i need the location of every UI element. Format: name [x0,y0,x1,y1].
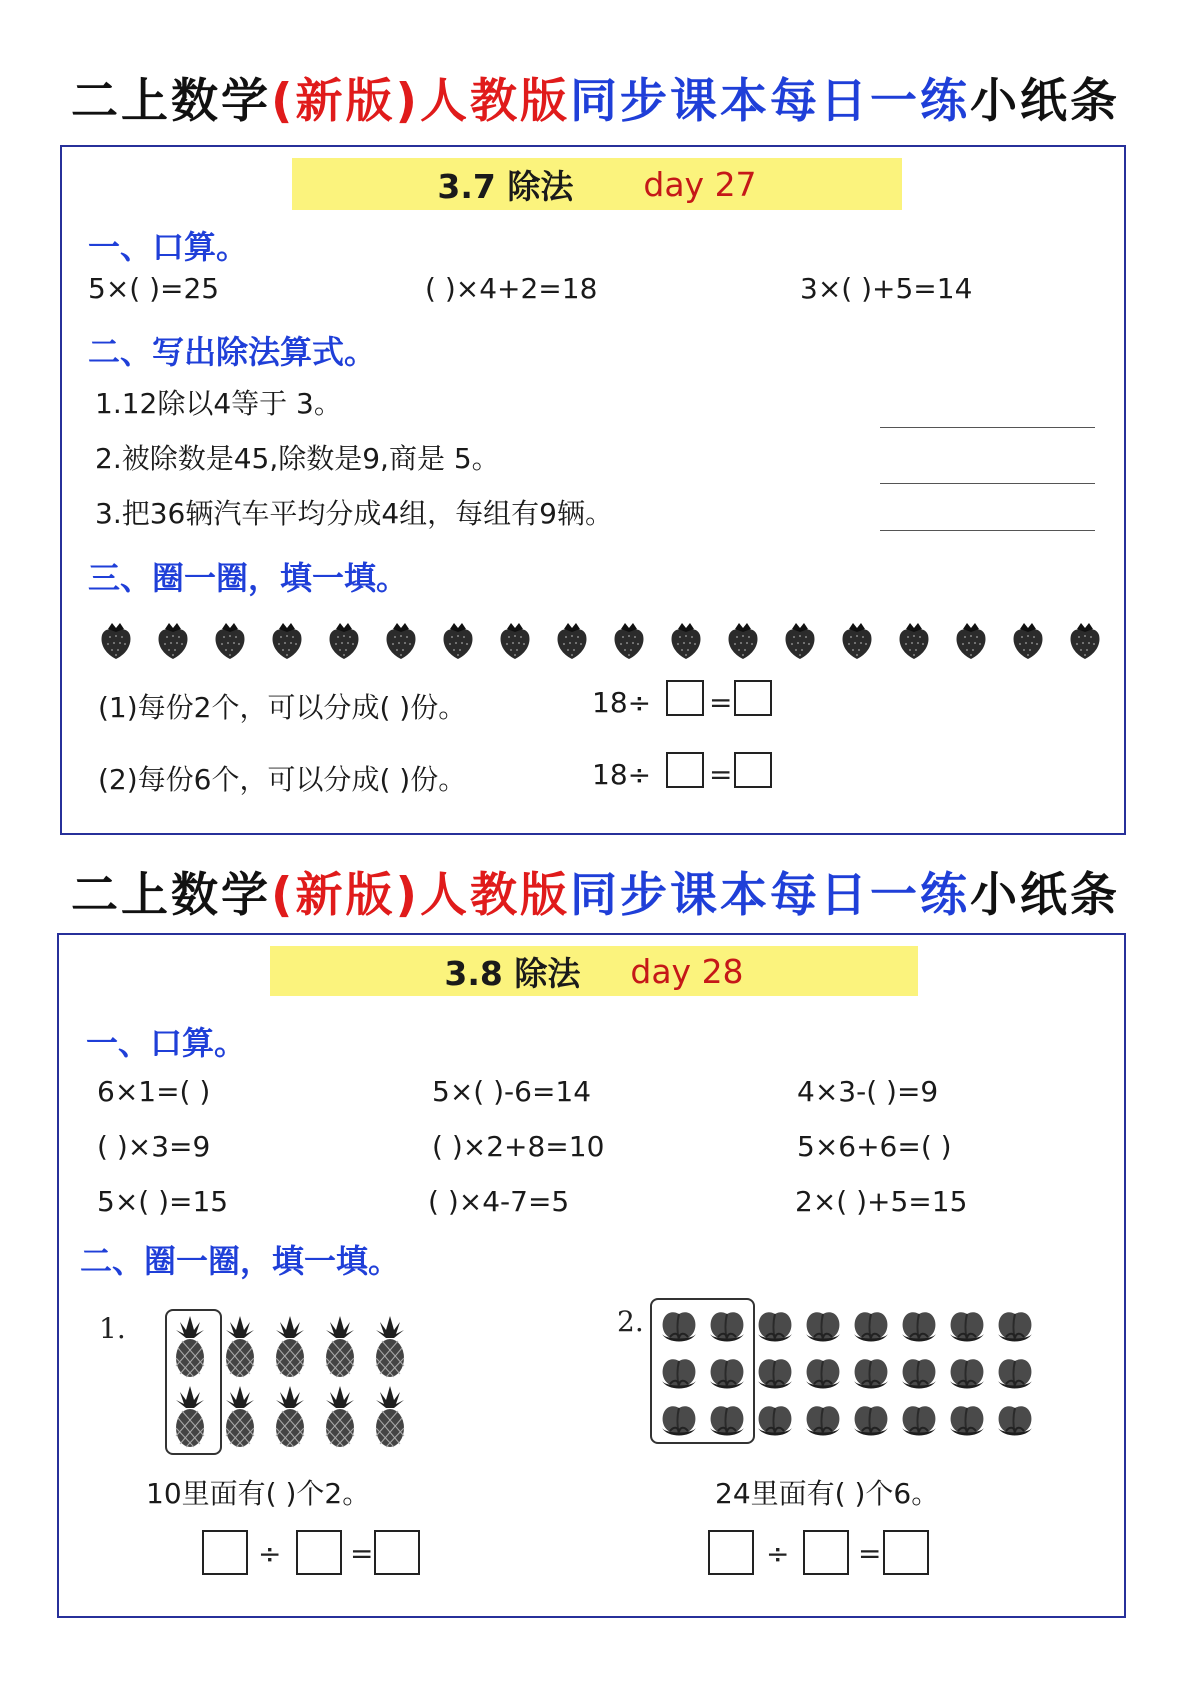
peach-icon [802,1398,850,1445]
lesson-title: 3.7 除法 [437,166,574,206]
strawberry-icon [383,621,419,661]
pineapple-icon [320,1314,370,1384]
peach-icon [658,1351,706,1398]
divide-sign: ÷ [766,1537,790,1570]
oral-problem-r1c3: 4×3-( )=9 [797,1075,939,1108]
peach-icon [850,1398,898,1445]
strawberry-icon [440,621,476,661]
peach-icon [946,1304,994,1351]
peach-icon [850,1304,898,1351]
pineapple-grid [170,1314,420,1454]
answer-box-quotient-2[interactable] [734,752,772,788]
peach-icon [754,1304,802,1351]
peach-icon [850,1351,898,1398]
pineapple-icon [270,1384,320,1454]
strawberry-icon [953,621,989,661]
division-expr-1: 18÷ [592,686,652,719]
peach-icon [802,1304,850,1351]
section-title-oral: 一、口算。 [88,228,249,266]
pineapple-icon [270,1314,320,1384]
answer-box-divisor-2[interactable] [666,752,704,788]
page-header-1 [0,64,1191,131]
answer-box-quotient-1[interactable] [374,1530,420,1575]
pineapple-icon [370,1384,420,1454]
peach-icon [754,1351,802,1398]
answer-box-quotient-1[interactable] [734,680,772,716]
peach-icon [994,1304,1042,1351]
header-part-edition: (新版)人教版 [271,74,570,129]
peach-icon [946,1351,994,1398]
strawberry-icon [212,621,248,661]
header-part-practice: 同步课本每日一练 [569,74,970,129]
equals-sign: = [709,686,733,719]
problem-2-question: 24里面有( )个6。 [715,1477,940,1510]
oral-problem-r2c3: 5×6+6=( ) [797,1130,952,1163]
strawberry-icon [326,621,362,661]
peach-icon [706,1304,754,1351]
day-label: day 27 [643,164,757,204]
strawberry-icon [554,621,590,661]
strawberry-row [98,621,1124,661]
peach-icon [898,1304,946,1351]
write-problem-2: 2.被除数是45,除数是9,商是 5。 [95,442,500,475]
circle-question-2: (2)每份6个，可以分成( )份。 [98,763,467,796]
peach-icon [898,1398,946,1445]
lesson-banner-day28 [270,946,918,996]
section-title-write-division: 二、写出除法算式。 [88,333,377,371]
header-part-slip: 小纸条 [969,74,1120,129]
oral-problem-r2c2: ( )×2+8=10 [432,1130,605,1163]
pineapple-icon [220,1314,270,1384]
strawberry-icon [1067,621,1103,661]
oral-problem-r2c1: ( )×3=9 [97,1130,211,1163]
pineapple-icon [220,1384,270,1454]
peach-icon [946,1398,994,1445]
answer-box-divisor-1[interactable] [296,1530,342,1575]
oral-problem-r1c1: 6×1=( ) [97,1075,211,1108]
strawberry-icon [269,621,305,661]
peach-icon [802,1351,850,1398]
write-problem-3: 3.把36辆汽车平均分成4组，每组有9辆。 [95,497,613,530]
peach-icon [754,1398,802,1445]
strawberry-icon [782,621,818,661]
peach-icon [898,1351,946,1398]
oral-problem-1: 5×( )=25 [88,272,220,305]
header-part-practice: 同步课本每日一练 [569,868,970,923]
oral-problem-2: ( )×4+2=18 [425,272,598,305]
strawberry-icon [155,621,191,661]
answer-box-quotient-2[interactable] [883,1530,929,1575]
oral-problem-r1c2: 5×( )-6=14 [432,1075,592,1108]
write-problem-1: 1.12除以4等于 3。 [95,387,342,420]
strawberry-icon [668,621,704,661]
header-part-grade: 二上数学 [71,74,272,129]
answer-line-3[interactable] [880,530,1095,531]
equals-sign: = [858,1537,882,1570]
peach-icon [706,1398,754,1445]
strawberry-icon [725,621,761,661]
pineapple-icon [170,1314,220,1384]
header-part-slip: 小纸条 [969,868,1120,923]
equals-sign: = [709,758,733,791]
oral-problem-r3c3: 2×( )+5=15 [795,1185,968,1218]
answer-box-dividend-1[interactable] [202,1530,248,1575]
oral-problem-r3c1: 5×( )=15 [97,1185,229,1218]
lesson-banner-day27 [292,158,902,210]
answer-line-2[interactable] [880,483,1095,484]
section-title-circle-fill: 三、圈一圈，填一填。 [88,559,409,597]
answer-box-divisor-1[interactable] [666,680,704,716]
peach-grid [658,1304,1042,1445]
problem-number-2: 2. [617,1305,644,1338]
strawberry-icon [896,621,932,661]
strawberry-icon [1010,621,1046,661]
pineapple-icon [320,1384,370,1454]
header-part-grade: 二上数学 [71,868,272,923]
oral-problem-3: 3×( )+5=14 [800,272,973,305]
section-title-oral: 一、口算。 [86,1024,247,1062]
lesson-title: 3.8 除法 [444,953,581,993]
oral-problem-r3c2: ( )×4-7=5 [428,1185,570,1218]
header-part-edition: (新版)人教版 [271,868,570,923]
division-expr-2: 18÷ [592,758,652,791]
answer-line-1[interactable] [880,427,1095,428]
answer-box-dividend-2[interactable] [708,1530,754,1575]
strawberry-icon [98,621,134,661]
peach-icon [994,1351,1042,1398]
page-header-2 [0,858,1191,925]
day-label: day 28 [630,951,744,991]
peach-icon [994,1398,1042,1445]
problem-number-1: 1. [99,1312,126,1345]
answer-box-divisor-2[interactable] [803,1530,849,1575]
peach-icon [658,1304,706,1351]
equals-sign: = [350,1537,374,1570]
strawberry-icon [611,621,647,661]
strawberry-icon [497,621,533,661]
strawberry-icon [839,621,875,661]
divide-sign: ÷ [258,1537,282,1570]
circle-question-1: (1)每份2个，可以分成( )份。 [98,691,467,724]
peach-icon [658,1398,706,1445]
pineapple-icon [370,1314,420,1384]
problem-1-question: 10里面有( )个2。 [146,1477,371,1510]
peach-icon [706,1351,754,1398]
section-title-circle-fill: 二、圈一圈，填一填。 [80,1242,401,1280]
pineapple-icon [170,1384,220,1454]
